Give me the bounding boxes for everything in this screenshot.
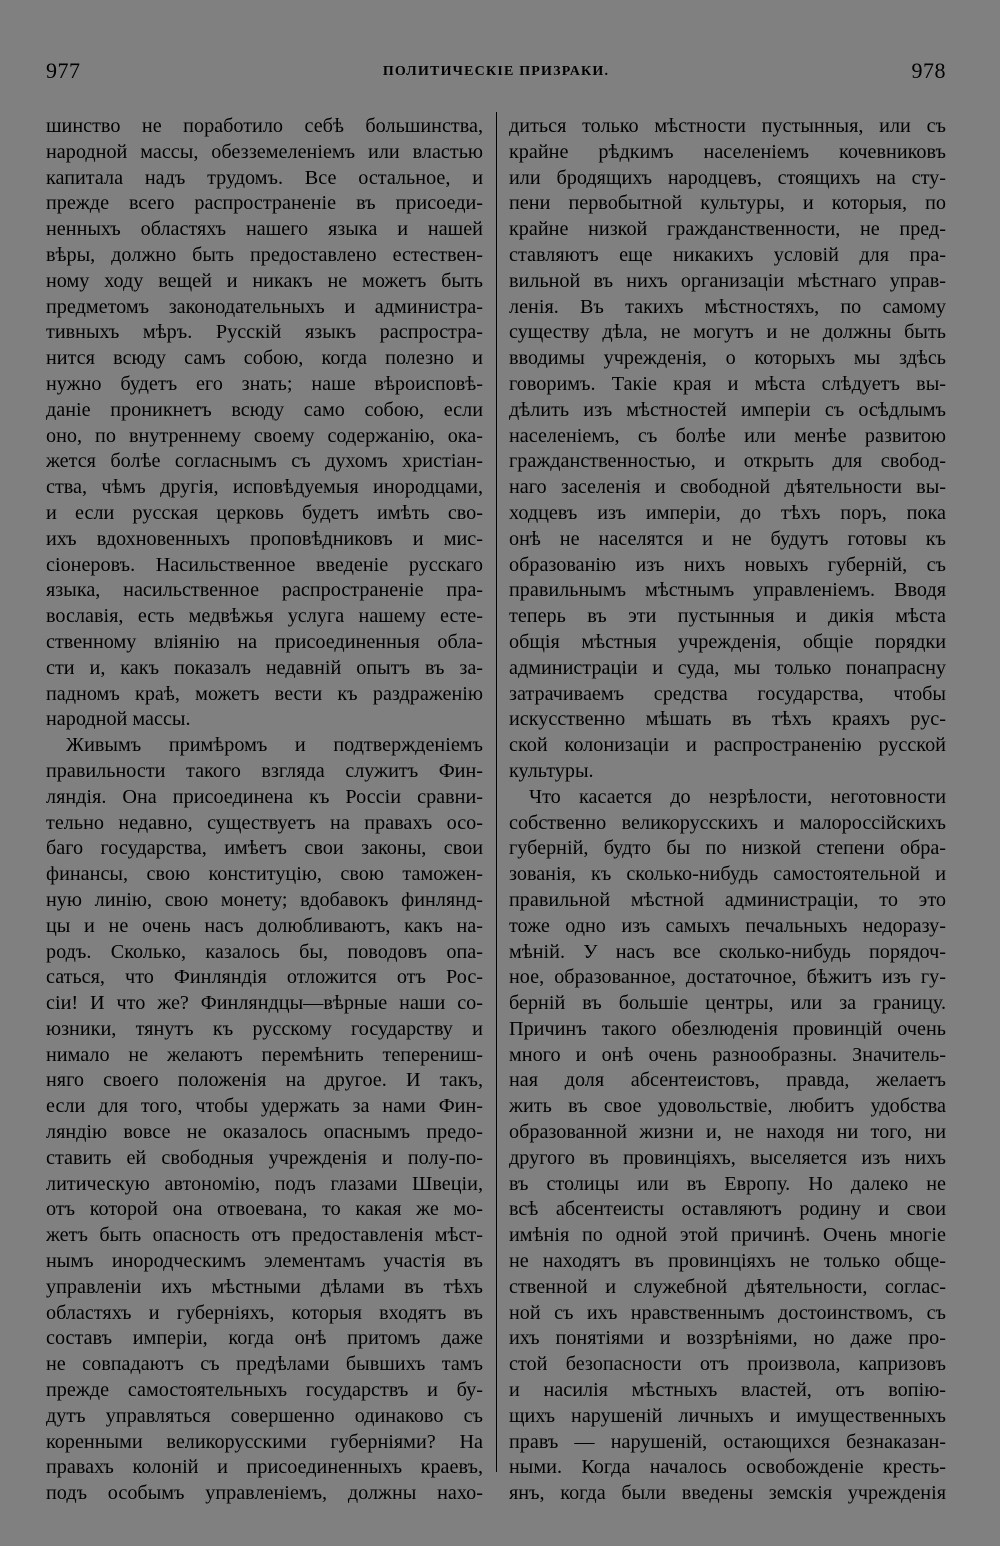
text-line: или бродящихъ народцевъ, стоящихъ на сту- [509, 166, 946, 189]
text-line: культуры. [509, 759, 594, 782]
text-line: вѣры, должно быть предоставлено естествен- [46, 243, 483, 266]
text-line: жить въ свое удовольствіе, любитъ удобства [509, 1095, 946, 1118]
text-line: существу дѣла, не могутъ и не должны быть [509, 321, 946, 344]
text-line: языка, насильственное распространеніе пра- [46, 579, 483, 602]
text-line: управленіи ихъ мѣстными дѣлами въ тѣхъ [46, 1275, 483, 1298]
text-line: собственно великорусскихъ и малороссійскихъ [509, 811, 946, 834]
text-line: ной съ ихъ нравственнымъ достоинствомъ, съ [509, 1301, 946, 1324]
text-line: нится всюду самъ собою, когда полезно и [46, 347, 483, 370]
text-line: стой безопасности отъ произвола, капризовъ [509, 1353, 946, 1376]
text-line: губерній, будто бы по низкой степени обра- [509, 837, 946, 860]
text-line: затрачиваемъ средства государства, чтобы [509, 682, 946, 705]
text-line: общія мѣстныя учрежденія, общіе порядки [509, 630, 946, 653]
text-line: цы и не очень насъ долюбливаютъ, какъ на- [46, 914, 483, 937]
text-line: много и онѣ очень разнообразны. Значитель- [509, 1043, 946, 1066]
text-line: жется болѣе согласнымъ съ духомъ христіан- [46, 450, 483, 473]
text-line: областяхъ и губерніяхъ, которыя входятъ въ [46, 1301, 483, 1324]
text-line: ному ходу вещей и никакъ не можетъ быть [46, 269, 483, 292]
text-line: родъ. Сколько, казалось бы, поводовъ опа- [46, 940, 483, 963]
text-line: и если русская церковь будетъ имѣть сво- [46, 501, 483, 524]
text-line: Живымъ примѣромъ и подтвержденіемъ [66, 734, 483, 757]
page-header [46, 58, 946, 86]
text-line: ненныхъ областяхъ нашего языка и нашей [46, 218, 483, 241]
text-line: ленія. Въ такихъ мѣстностяхъ, по самому [509, 295, 946, 318]
page-number-right: 978 [911, 58, 946, 83]
text-line: вославія, есть медвѣжья услуга нашему есте- [46, 605, 483, 628]
text-line: населеніемъ, съ болѣе или менѣе развитою [509, 424, 946, 447]
text-line: ственной и служебной дѣятельности, соглас- [509, 1275, 946, 1298]
text-line: прежде самостоятельныхъ государствъ и бу- [46, 1379, 483, 1402]
text-line: юзники, тянутъ къ русскому государству и [46, 1017, 483, 1040]
text-line: ляндію вовсе не оказалось опаснымъ предо- [46, 1121, 483, 1144]
text-line: искусственно мѣшать въ тѣхъ краяхъ рус- [509, 708, 946, 731]
text-line: ное, образованное, достаточное, бѣжитъ изъ гу- [509, 966, 946, 989]
text-line: Что касается до незрѣлости, неготовности [529, 785, 946, 808]
text-line: крайне рѣдкимъ населеніемъ кочевниковъ [509, 140, 946, 163]
text-line: вильной въ нихъ организаціи мѣстнаго управ- [509, 269, 946, 292]
text-line: сти и, какъ показалъ недавній опытъ въ за- [46, 656, 483, 679]
text-line: сіонеровъ. Насильственное введеніе русскаго [46, 553, 483, 576]
text-line: даніе проникнетъ всюду само собою, если [46, 398, 483, 421]
text-line: сіи! И что же? Финляндцы—вѣрные наши со- [46, 992, 483, 1015]
text-line: не совпадаютъ съ предѣлами бывшихъ тамъ [46, 1353, 483, 1376]
page-number-left: 977 [46, 58, 81, 83]
text-line: ляндія. Она присоединена къ Россіи сравни- [46, 785, 483, 808]
text-line: если для того, чтобы удержать за нами Фин- [46, 1095, 483, 1118]
text-line: жетъ быть опасность отъ предоставленія мѣст- [46, 1224, 483, 1247]
text-line: пени первобытной культуры, и которыя, по [509, 192, 946, 215]
text-line: ства, чѣмъ другія, исповѣдуемыя инородцами, [46, 476, 483, 499]
text-line: правильной мѣстной администраціи, то это [509, 888, 946, 911]
text-line: оно, по внутреннему своему содержанію, ока- [46, 424, 483, 447]
text-line: ихъ вдохновенныхъ проповѣдниковъ и мис- [46, 527, 483, 550]
text-line: нымъ инородческимъ элементамъ участія въ [46, 1250, 483, 1273]
text-line: литическую автономію, подъ глазами Швеціи, [46, 1172, 483, 1195]
text-line: тоже одно изъ самыхъ печальныхъ недоразу- [509, 914, 946, 937]
left-column [46, 114, 483, 1507]
text-line: говоримъ. Такіе края и мѣста слѣдуетъ вы- [509, 372, 946, 395]
text-line: имѣнія по одной этой причинѣ. Очень многіе [509, 1224, 946, 1247]
text-line: ная доля абсентеистовъ, правда, желаетъ [509, 1069, 946, 1092]
text-line: щихъ нарушеній личныхъ и имущественныхъ [509, 1404, 946, 1427]
text-line: ставить ей свободныя учрежденія и полу-по- [46, 1146, 483, 1169]
running-title: ПОЛИТИЧЕСКІЕ ПРИЗРАКИ. [382, 64, 610, 79]
text-line: подъ особымъ управленіемъ, должны нахо- [46, 1482, 483, 1505]
text-line: отъ которой она отвоевана, то какая же мо- [46, 1198, 483, 1221]
text-line: всѣ абсентеисты оставляютъ родину и свои [509, 1198, 946, 1221]
text-line: ской колонизаціи и распространенію русской [509, 734, 946, 757]
text-line: Причинъ такого обезлюденія провинцій очень [509, 1017, 946, 1040]
text-line: няго своего положенія на другое. И такъ, [46, 1069, 483, 1092]
text-line: ственному вліянію на присоединенныя обла- [46, 630, 483, 653]
text-line: народной массы, обезземеленіемъ или властью [46, 140, 483, 163]
text-line: мѣній. У насъ все сколько-нибудь порядоч- [509, 940, 946, 963]
text-line: ходцевъ изъ имперіи, до тѣхъ поръ, пока [509, 501, 946, 524]
text-line: финансы, свою конституцію, свою таможен- [46, 863, 483, 886]
text-line: правильности такого взгляда служитъ Фин- [46, 759, 483, 782]
text-line: тивныхъ мѣръ. Русскій языкъ распростра- [46, 321, 483, 344]
text-line: нимало не желаютъ перемѣнить теперениш- [46, 1043, 483, 1066]
text-line: берній въ большіе центры, или за границу. [509, 992, 946, 1015]
text-line: теперь въ эти пустынныя и дикія мѣста [509, 605, 946, 628]
text-line: ставляютъ еще никакихъ условій для пра- [509, 243, 946, 266]
text-line: другого въ провинціяхъ, выселяется изъ нихъ [509, 1146, 946, 1169]
text-line: капитала надъ трудомъ. Все остальное, и [46, 166, 483, 189]
text-line: ными. Когда началось освобожденіе кресть- [509, 1456, 946, 1479]
text-line: диться только мѣстности пустынныя, или съ [509, 115, 946, 137]
column-divider [496, 112, 497, 1472]
text-line: въ столицы или въ Европу. Но далеко не [509, 1172, 946, 1195]
text-line: нужно будетъ его знать; наше вѣроисповѣ- [46, 372, 483, 395]
text-line: прежде всего распространеніе въ присоеди- [46, 192, 483, 215]
text-line: образованной жизни и, не находя ни того, ни [509, 1121, 946, 1144]
right-column [509, 114, 946, 1507]
text-line: баго государства, имѣетъ свои законы, свои [46, 837, 483, 860]
text-line: народной массы. [46, 708, 191, 731]
text-line: дутъ управляться совершенно одинаково съ [46, 1404, 483, 1427]
text-line: коренными великорусскими губерніями? На [46, 1430, 483, 1453]
text-line: ную линію, свою монету; вдобавокъ финлянд- [46, 888, 483, 911]
text-line: ихъ понятіями и воззрѣніями, но даже про- [509, 1327, 946, 1350]
text-line: правъ — нарушеній, остающихся безнаказан- [509, 1430, 946, 1453]
text-line: зованія, къ сколько-нибудь самостоятельной и [509, 863, 946, 886]
text-line: вводимы учрежденія, о которыхъ мы здѣсь [509, 347, 946, 370]
text-line: администраціи и суда, мы только понапрасну [509, 656, 946, 679]
text-line: предметомъ законодательныхъ и администра- [46, 295, 483, 318]
text-line: наго заселенія и свободной дѣятельности вы- [509, 476, 946, 499]
text-line: шинство не поработило себѣ большинства, [46, 115, 483, 137]
text-line: падномъ краѣ, можетъ вести къ раздраженію [46, 682, 483, 705]
text-line: янъ, когда были введены земскія учрежденія [509, 1482, 946, 1505]
text-line: тельно недавно, существуетъ на правахъ осо- [46, 811, 483, 834]
text-line: правахъ колоній и присоединенныхъ краевъ, [46, 1456, 483, 1479]
text-line: и насилія мѣстныхъ властей, отъ вопію- [509, 1379, 946, 1402]
text-line: саться, что Финляндія отложится отъ Рос- [46, 966, 483, 989]
text-line: правильнымъ мѣстнымъ управленіемъ. Вводя [509, 579, 946, 602]
text-line: дѣлить изъ мѣстностей имперіи съ осѣдлымъ [509, 398, 946, 421]
text-line: гражданственностью, и открыть для свобод- [509, 450, 946, 473]
text-line: составъ имперіи, когда онѣ притомъ даже [46, 1327, 483, 1350]
text-line: крайне низкой гражданственности, не пред- [509, 218, 946, 241]
text-line: образованію изъ нихъ новыхъ губерній, съ [509, 553, 946, 576]
text-line: не находятъ въ провинціяхъ не только обще- [509, 1250, 946, 1273]
text-line: онѣ не населятся и не будутъ готовы къ [509, 527, 946, 550]
